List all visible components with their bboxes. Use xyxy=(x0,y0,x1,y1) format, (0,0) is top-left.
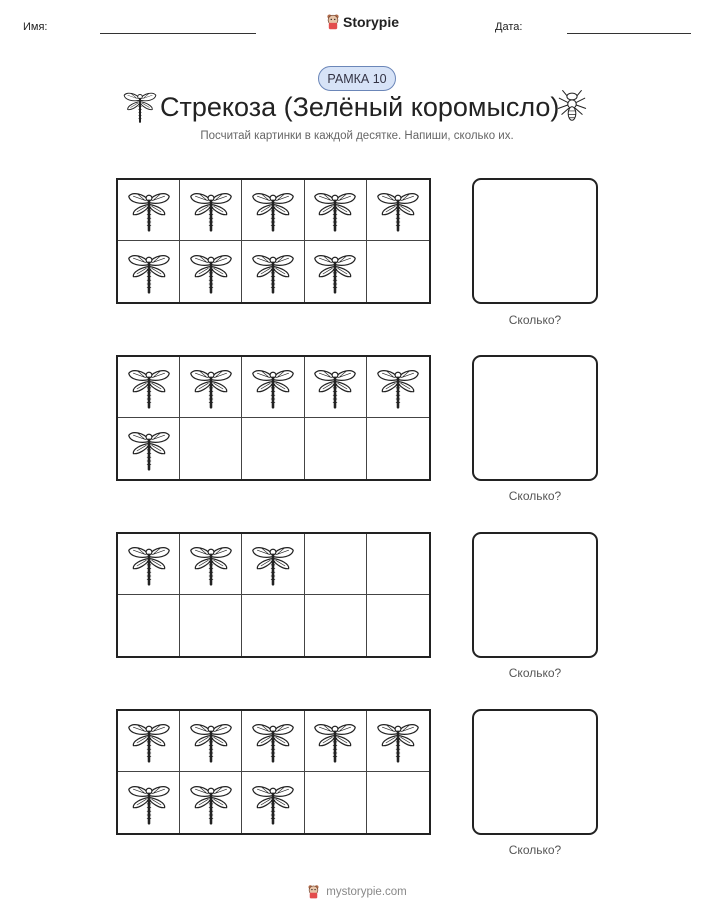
frame-badge: РАМКА 10 xyxy=(318,66,396,91)
dragonfly-icon xyxy=(250,249,296,295)
answer-box-4[interactable] xyxy=(472,709,598,835)
frame-cell xyxy=(118,534,180,595)
how-many-label-4: Сколько? xyxy=(508,843,562,857)
frame-cell xyxy=(367,595,429,656)
frame-cell xyxy=(180,180,242,241)
frame-cell xyxy=(367,711,429,772)
answer-box-1[interactable] xyxy=(472,178,598,304)
bear-logo-icon xyxy=(326,13,340,30)
frame-cell xyxy=(180,241,242,302)
dragonfly-icon xyxy=(126,541,172,587)
frame-cell xyxy=(242,241,304,302)
ten-frame-3 xyxy=(116,532,431,658)
frame-cell xyxy=(305,357,367,418)
dragonfly-icon xyxy=(126,364,172,410)
frame-cell xyxy=(367,534,429,595)
dragonfly-icon xyxy=(250,187,296,233)
frame-cell xyxy=(367,180,429,241)
frame-cell xyxy=(118,772,180,833)
footer xyxy=(0,884,714,899)
frame-cell xyxy=(242,534,304,595)
frame-cell xyxy=(305,595,367,656)
brand-logo xyxy=(326,13,399,30)
frame-cell xyxy=(367,772,429,833)
answer-box-2[interactable] xyxy=(472,355,598,481)
frame-cell xyxy=(242,595,304,656)
dragonfly-icon xyxy=(375,364,421,410)
ten-frame-1 xyxy=(116,178,431,304)
bear-logo-icon xyxy=(307,884,320,899)
frame-cell xyxy=(180,711,242,772)
dragonfly-nymph-icon xyxy=(555,88,589,122)
frame-cell xyxy=(367,418,429,479)
frame-cell xyxy=(180,418,242,479)
dragonfly-icon xyxy=(250,541,296,587)
frame-cell xyxy=(305,534,367,595)
frame-cell xyxy=(180,534,242,595)
frame-cell xyxy=(305,241,367,302)
frame-cell xyxy=(305,418,367,479)
dragonfly-icon xyxy=(375,187,421,233)
frame-cell xyxy=(242,180,304,241)
date-label: Дата: xyxy=(495,21,523,33)
name-line xyxy=(100,33,256,34)
frame-cell xyxy=(180,357,242,418)
frame-cell xyxy=(118,241,180,302)
frame-cell xyxy=(118,418,180,479)
date-line xyxy=(567,33,691,34)
answer-box-3[interactable] xyxy=(472,532,598,658)
dragonfly-icon xyxy=(188,187,234,233)
dragonfly-icon xyxy=(126,780,172,826)
dragonfly-icon xyxy=(312,187,358,233)
dragonfly-icon xyxy=(375,718,421,764)
frame-cell xyxy=(305,711,367,772)
brand-name: Storypie xyxy=(343,13,400,30)
frame-cell xyxy=(180,595,242,656)
name-label: Имя: xyxy=(23,21,48,33)
dragonfly-icon xyxy=(126,426,172,472)
dragonfly-icon xyxy=(126,718,172,764)
ten-frame-2 xyxy=(116,355,431,481)
dragonfly-icon xyxy=(312,718,358,764)
dragonfly-icon xyxy=(126,249,172,295)
footer-url: mystorypie.com xyxy=(326,885,407,898)
frame-cell xyxy=(180,772,242,833)
dragonfly-icon xyxy=(250,718,296,764)
frame-cell xyxy=(118,357,180,418)
instructions: Посчитай картинки в каждой десятке. Напиши, сколько их. xyxy=(200,130,514,142)
ten-frame-4 xyxy=(116,709,431,835)
dragonfly-icon xyxy=(188,541,234,587)
frame-cell xyxy=(118,711,180,772)
dragonfly-icon xyxy=(188,364,234,410)
dragonfly-icon xyxy=(122,88,158,124)
frame-cell xyxy=(305,772,367,833)
frame-cell xyxy=(367,357,429,418)
frame-cell xyxy=(367,241,429,302)
frame-cell xyxy=(242,772,304,833)
dragonfly-icon xyxy=(250,780,296,826)
dragonfly-icon xyxy=(312,249,358,295)
frame-cell xyxy=(242,357,304,418)
dragonfly-icon xyxy=(188,249,234,295)
frame-cell xyxy=(305,180,367,241)
dragonfly-icon xyxy=(126,187,172,233)
frame-cell xyxy=(242,418,304,479)
dragonfly-icon xyxy=(312,364,358,410)
how-many-label-3: Сколько? xyxy=(508,666,562,680)
frame-cell xyxy=(118,180,180,241)
how-many-label-2: Сколько? xyxy=(508,489,562,503)
dragonfly-icon xyxy=(250,364,296,410)
page-title: Стрекоза (Зелёный коромысло) xyxy=(160,92,560,122)
how-many-label-1: Сколько? xyxy=(508,313,562,327)
dragonfly-icon xyxy=(188,718,234,764)
frame-cell xyxy=(242,711,304,772)
frame-cell xyxy=(118,595,180,656)
dragonfly-icon xyxy=(188,780,234,826)
